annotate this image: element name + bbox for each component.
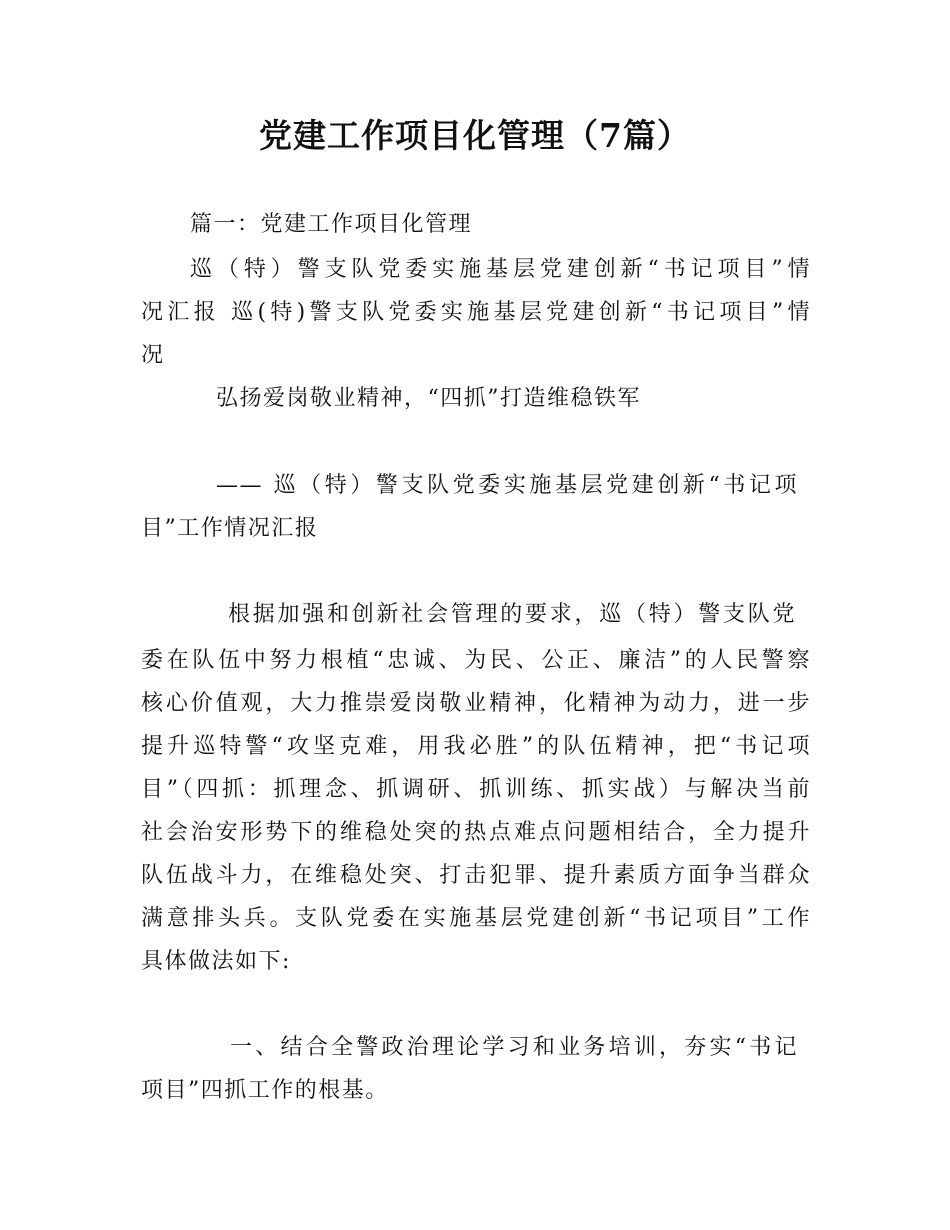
subtitle-line: 弘扬爱岗敬业精神，“四抓”打造维稳铁军: [216, 386, 641, 411]
body-line: 满意排头兵。支队党委在实施基层党建创新“书记项目”工作: [141, 906, 811, 931]
text-line: 况: [141, 343, 165, 368]
point-one-line: 项目”四抓工作的根基。: [141, 1078, 389, 1103]
body-line: 核心价值观，大力推崇爱岗敬业精神，化精神为动力，进一步: [141, 691, 811, 716]
body-line: 委在队伍中努力根植“忠诚、为民、公正、廉洁”的人民警察: [141, 648, 811, 673]
body-line: 目”（四抓：抓理念、抓调研、抓训练、抓实战）与解决当前: [141, 777, 811, 802]
body-line: 社会治安形势下的维稳处突的热点难点问题相结合，全力提升: [141, 820, 811, 845]
text-line: 巡（特）警支队党委实施基层党建创新“书记项目”情: [190, 257, 811, 282]
body-line: 具体做法如下:: [141, 949, 291, 974]
document-title: 党建工作项目化管理（7篇）: [259, 116, 691, 155]
section-heading: 篇一：党建工作项目化管理: [190, 212, 473, 237]
text-line: —— 巡（特）警支队党委实施基层党建创新“书记项: [216, 473, 798, 498]
text-line: 目”工作情况汇报: [141, 516, 319, 541]
text-line: 况汇报 巡(特)警支队党委实施基层党建创新“书记项目”情: [141, 300, 811, 325]
body-line: 提升巡特警“攻坚克难，用我必胜”的队伍精神，把“书记项: [141, 734, 811, 759]
body-line: 根据加强和创新社会管理的要求，巡（特）警支队党: [228, 602, 796, 627]
point-one-line: 一、结合全警政治理论学习和业务培训，夯实“书记: [230, 1035, 798, 1060]
body-line: 队伍战斗力，在维稳处突、打击犯罪、提升素质方面争当群众: [141, 863, 811, 888]
